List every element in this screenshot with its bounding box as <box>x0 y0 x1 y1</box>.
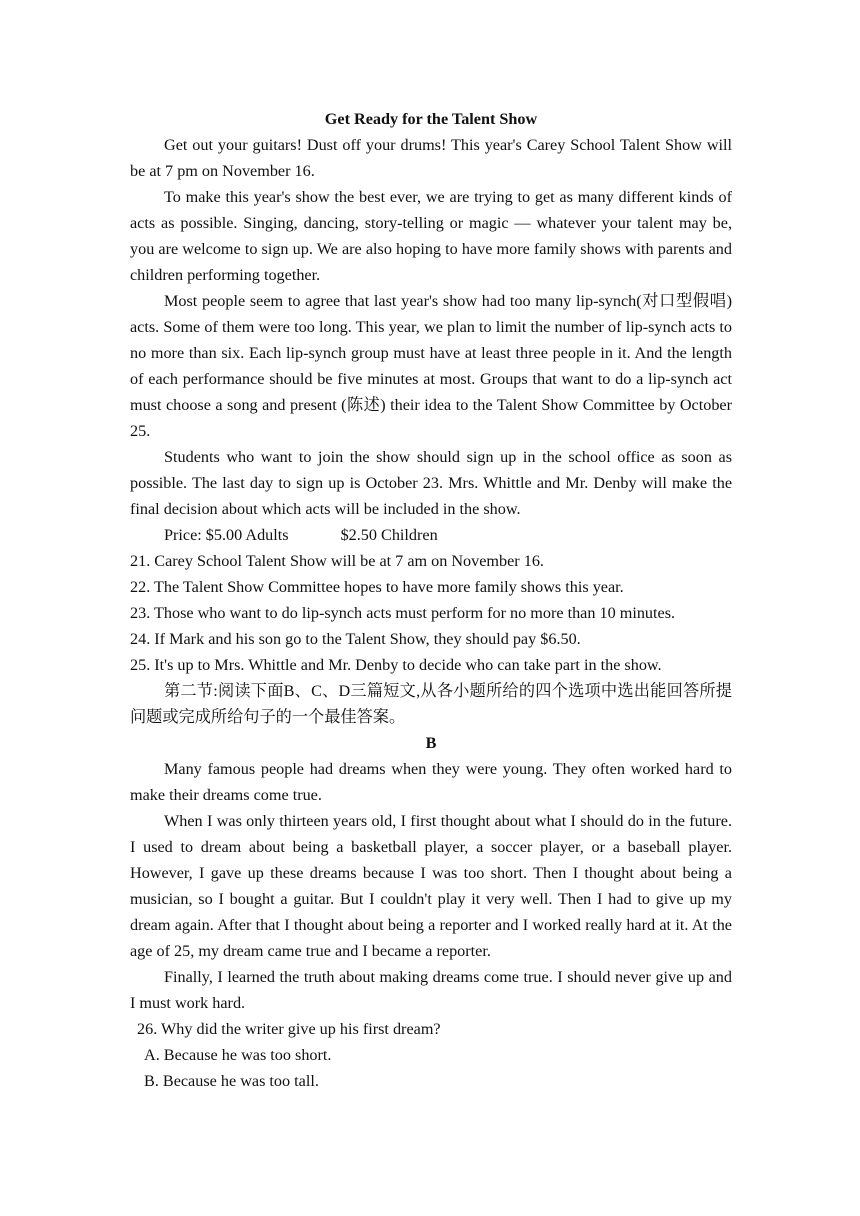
paragraph: When I was only thirteen years old, I first thought about what I should do in the future. I used to dream about being a basketball player, a soccer player, or a baseball player. However, I gave up these dreams because I was too short. Then I thought about being a musician, so I bought a guitar. But I couldn't play it very well. Then I had to give up my dream again. After that I thought about being a reporter and I worked really hard at it. At the age of 25, my dream came true and I became a reporter. <box>130 812 732 960</box>
section-instruction: 第二节:阅读下面B、C、D三篇短文,从各小题所给的四个选项中选出能回答所提问题或完成所给句子的一个最佳答案。 <box>130 682 732 726</box>
paragraph: Most people seem to agree that last year's show had too many lip-synch(对口型假唱) acts. Some of them were too long. This year, we plan to limit the number of lip-synch acts to no more than six. Each lip-synch group must have at least three people in it. And the length of each performance should be five minutes at most. Groups that want to do a lip-synch act must choose a song and present (陈述) their idea to the Talent Show Committee by October 25. <box>130 292 732 440</box>
price-children: $2.50 Children <box>340 526 438 544</box>
statement: 23. Those who want to do lip-synch acts must perform for no more than 10 minutes. <box>130 604 676 622</box>
passage-title: Get Ready for the Talent Show <box>324 110 538 128</box>
paragraph: To make this year's show the best ever, we are trying to get as many different kinds of acts as possible. Singing, dancing, story-telling or magic — whatever your talent may be, you are welcome to sign up. We are also hoping to have more family shows with parents and children performing together. <box>130 188 732 284</box>
paragraph: Many famous people had dreams when they were young. They often worked hard to make their dreams come true. <box>130 760 732 804</box>
answer-option: B. Because he was too tall. <box>144 1072 319 1090</box>
statement: 22. The Talent Show Committee hopes to have more family shows this year. <box>130 578 624 596</box>
price-line <box>130 522 732 548</box>
paragraph: Get out your guitars! Dust off your drums! This year's Carey School Talent Show will be at 7 pm on November 16. <box>130 136 732 180</box>
question: 26. Why did the writer give up his first dream? <box>137 1020 441 1038</box>
paragraph: Finally, I learned the truth about making dreams come true. I should never give up and I must work hard. <box>130 968 732 1012</box>
answer-option: A. Because he was too short. <box>144 1046 332 1064</box>
document-page <box>130 106 732 1094</box>
passage-b-label: B <box>425 734 437 752</box>
paragraph: Students who want to join the show should sign up in the school office as soon as possible. The last day to sign up is October 23. Mrs. Whittle and Mr. Denby will make the final decision about which acts will be included in the show. <box>130 448 732 518</box>
statement: 25. It's up to Mrs. Whittle and Mr. Denby to decide who can take part in the show. <box>130 656 662 674</box>
price-adults: Price: $5.00 Adults <box>164 526 289 544</box>
statement: 24. If Mark and his son go to the Talent Show, they should pay $6.50. <box>130 630 581 648</box>
statement: 21. Carey School Talent Show will be at 7 am on November 16. <box>130 552 544 570</box>
